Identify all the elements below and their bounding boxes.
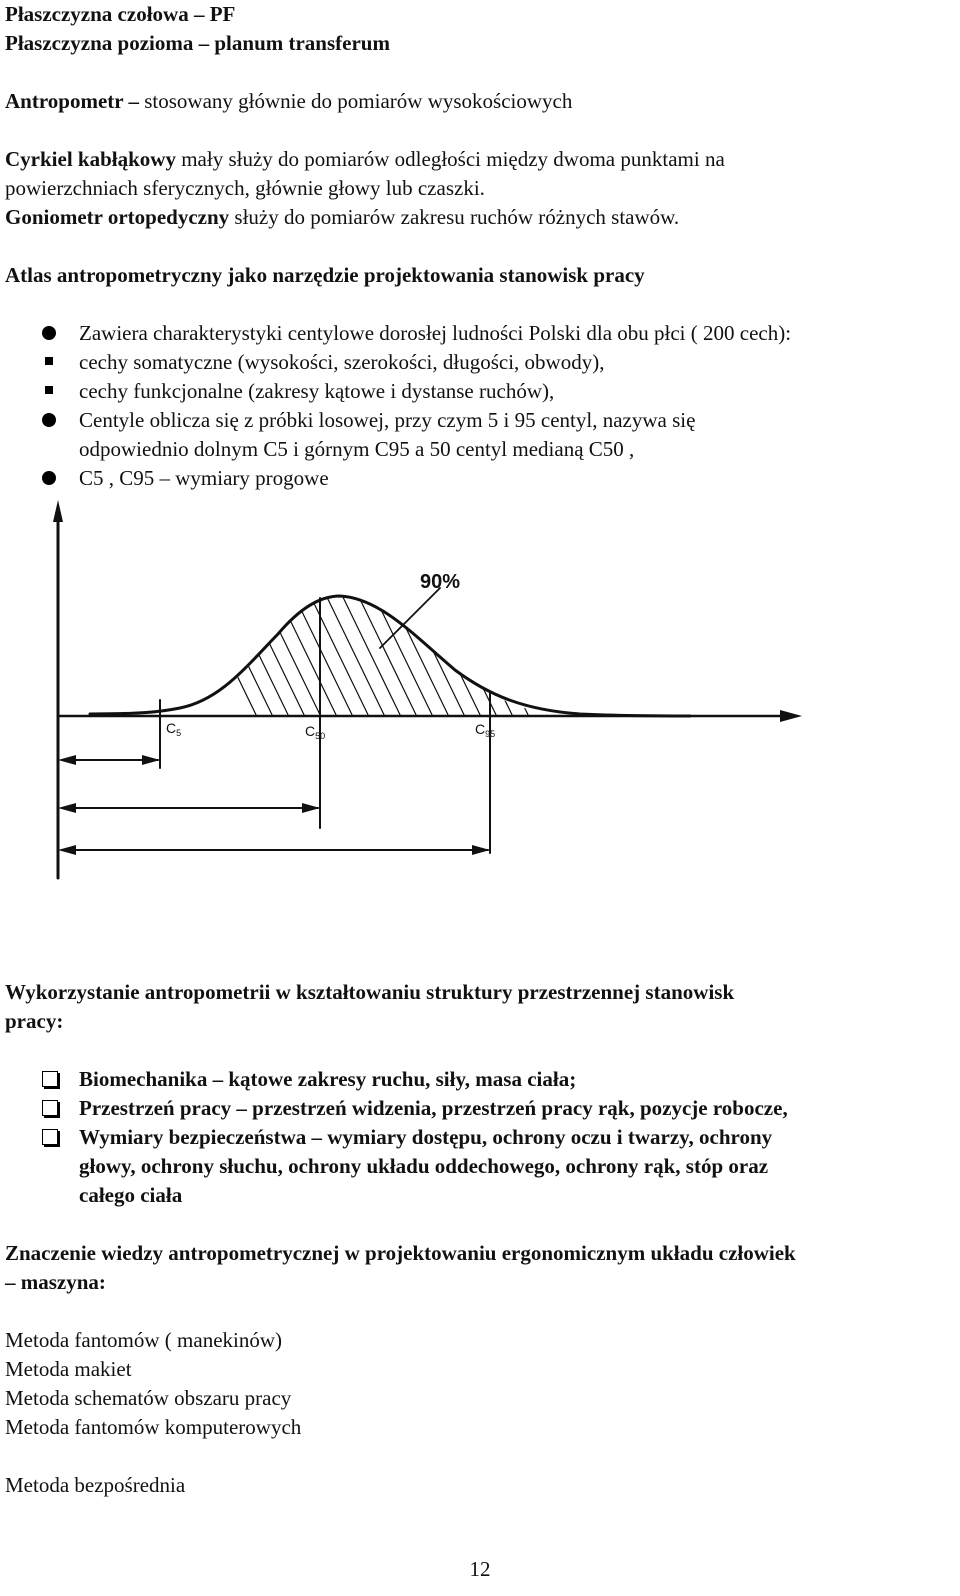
bullet-square-icon xyxy=(45,386,53,394)
znaczenie-heading-2: – maszyna: xyxy=(5,1270,106,1294)
dim-arrow-icon xyxy=(142,755,160,765)
wykorzystanie-heading-1: Wykorzystanie antropometrii w kształtowaniu struktury przestrzennej stanowisk xyxy=(5,980,735,1004)
label-c5: $C_5$ xyxy=(166,720,182,738)
cyrkiel-desc-1: mały służy do pomiarów odległości między dwoma punktami na xyxy=(175,147,725,171)
label-c50: $C_{50}$ xyxy=(305,723,326,741)
document-page-lower xyxy=(5,978,950,1500)
bullet-square-icon xyxy=(45,357,53,365)
method-3: Metoda schematów obszaru pracy xyxy=(5,1386,292,1410)
bullet-dot-icon xyxy=(42,326,56,340)
dim-arrow-icon xyxy=(58,845,76,855)
cyrkiel-line-2: powierzchniach sferycznych, głównie głowy lub czaszki. xyxy=(5,176,485,200)
wyk-item-1: Biomechanika – kątowe zakresy ruchu, siły, masa ciała; xyxy=(5,1065,950,1094)
dim-arrow-icon xyxy=(302,803,320,813)
atlas-item-2: cechy somatyczne (wysokości, szerokości, długości, obwody), xyxy=(5,348,950,377)
goniometr-line xyxy=(5,203,950,232)
centile-diagram xyxy=(20,498,920,903)
atlas-item-1: Zawiera charakterystyki centylowe dorosłej ludności Polski dla obu płci ( 200 cech): xyxy=(5,319,950,348)
antropometr-desc: stosowany głównie do pomiarów wysokościowych xyxy=(138,89,573,113)
distribution-curve xyxy=(90,596,690,716)
wyk-item-3-cont2: całego ciała xyxy=(79,1183,183,1207)
method-4: Metoda fantomów komputerowych xyxy=(5,1415,302,1439)
dim-arrow-icon xyxy=(472,845,490,855)
horizontal-axis-arrow-icon xyxy=(780,710,802,722)
wyk-item-3-cont: głowy, ochrony słuchu, ochrony układu oddechowego, ochrony rąk, stóp oraz xyxy=(79,1154,769,1178)
method-1: Metoda fantomów ( manekinów) xyxy=(5,1328,283,1352)
wyk-item-3: Wymiary bezpieczeństwa – wymiary dostępu, ochrony oczu i twarzy, ochrony xyxy=(5,1123,950,1152)
antropometr-line xyxy=(5,87,950,116)
cyrkiel-term: Cyrkiel kabłąkowy xyxy=(5,147,176,171)
atlas-item-4: Centyle oblicza się z próbki losowej, przy czym 5 i 95 centyl, nazywa się xyxy=(5,406,950,435)
pct-leader xyxy=(380,588,440,648)
dim-arrow-icon xyxy=(58,755,76,765)
bullet-dot-icon xyxy=(42,471,56,485)
label-c95: $C_{95}$ xyxy=(475,721,496,739)
atlas-item-3: cechy funkcjonalne (zakresy kątowe i dystanse ruchów), xyxy=(5,377,950,406)
method-direct: Metoda bezpośrednia xyxy=(5,1473,186,1497)
atlas-heading: Atlas antropometryczny jako narzędzie projektowania stanowisk pracy xyxy=(5,263,645,287)
bullet-dot-icon xyxy=(42,413,56,427)
atlas-list xyxy=(5,319,950,493)
atlas-item-4-cont: odpowiednio dolnym C5 i górnym C95 a 50 centyl medianą C50 , xyxy=(79,437,635,461)
dim-arrow-icon xyxy=(58,803,76,813)
document-page xyxy=(5,0,950,493)
page-number: 12 xyxy=(469,1557,491,1581)
wykorzystanie-heading-2: pracy: xyxy=(5,1009,64,1033)
checkbox-bullet-icon xyxy=(42,1071,58,1087)
line-horizontal-plane: Płaszczyzna pozioma – planum transferum xyxy=(5,31,390,55)
wyk-item-2: Przestrzeń pracy – przestrzeń widzenia, przestrzeń pracy rąk, pozycje robocze, xyxy=(5,1094,950,1123)
vertical-axis-arrow-icon xyxy=(53,500,63,522)
centile-distribution-figure xyxy=(20,498,920,903)
atlas-item-5: C5 , C95 – wymiary progowe xyxy=(5,464,950,493)
goniometr-desc: służy do pomiarów zakresu ruchów różnych stawów. xyxy=(229,205,680,229)
checkbox-bullet-icon xyxy=(42,1100,58,1116)
method-2: Metoda makiet xyxy=(5,1357,132,1381)
checkbox-bullet-icon xyxy=(42,1129,58,1145)
line-frontal-plane: Płaszczyzna czołowa – PF xyxy=(5,2,236,26)
antropometr-term: Antropometr – xyxy=(5,89,139,113)
goniometr-term: Goniometr ortopedyczny xyxy=(5,205,230,229)
wykorzystanie-list xyxy=(5,1065,950,1210)
znaczenie-heading-1: Znaczenie wiedzy antropometrycznej w projektowaniu ergonomicznym układu człowiek xyxy=(5,1241,796,1265)
label-90-percent: 90% xyxy=(420,571,461,593)
cyrkiel-line-1 xyxy=(5,145,950,174)
